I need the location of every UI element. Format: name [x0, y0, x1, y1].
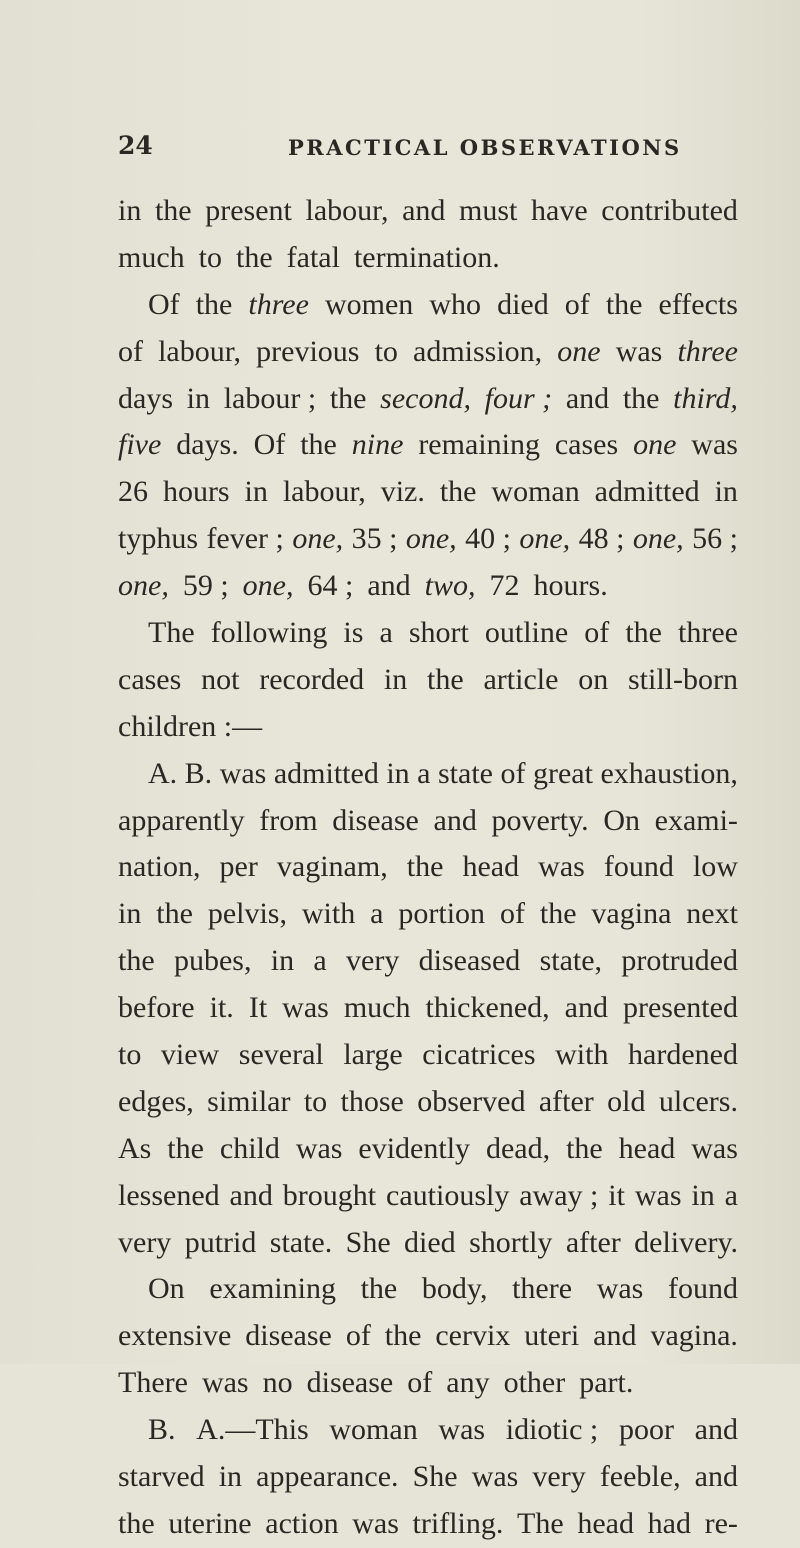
word: much	[343, 991, 411, 1025]
word: apparently	[118, 803, 245, 837]
word: head	[618, 1131, 676, 1165]
word: disease	[245, 1319, 332, 1353]
word: part.	[579, 1366, 634, 1400]
word: great	[532, 756, 593, 790]
word: present	[205, 194, 292, 227]
word: labour,	[158, 334, 242, 368]
text-line	[118, 985, 738, 1032]
word: The	[517, 1506, 564, 1540]
word: must	[459, 194, 518, 227]
word: second,	[380, 381, 471, 415]
word: diseased	[418, 944, 521, 978]
text-line	[118, 1126, 738, 1173]
word: It	[248, 991, 268, 1025]
word: several	[238, 1038, 324, 1072]
text-line	[118, 798, 738, 845]
text-line	[118, 1360, 738, 1407]
text-line	[118, 188, 738, 235]
word: not	[201, 662, 240, 696]
word: the	[625, 616, 662, 650]
word: labour,	[305, 194, 389, 227]
word: one,	[519, 522, 571, 556]
word: two,	[424, 569, 476, 603]
word: still-born	[628, 662, 738, 696]
word: extensive	[118, 1319, 232, 1353]
word: it	[608, 1178, 625, 1212]
word: of	[500, 756, 526, 790]
word: in	[186, 381, 211, 415]
word: fatal	[286, 240, 340, 274]
word: and	[564, 991, 608, 1025]
word: the	[539, 897, 577, 931]
word: viz.	[380, 475, 425, 509]
word: She	[345, 1225, 391, 1259]
word: termination.	[353, 240, 500, 274]
word: 40 ;	[465, 522, 511, 556]
text-line	[118, 657, 738, 704]
word: poor	[618, 1413, 674, 1447]
word: On	[603, 803, 640, 837]
word: was	[471, 1460, 519, 1494]
word: Of	[253, 428, 286, 462]
word: 59 ;	[182, 569, 229, 603]
word: one,	[292, 522, 344, 556]
text-line	[118, 235, 738, 282]
word: fever ;	[206, 522, 284, 556]
word: the	[622, 381, 660, 415]
word: state	[438, 756, 493, 790]
word: portion	[398, 897, 486, 931]
word: in	[386, 756, 410, 790]
word: uteri	[524, 1319, 580, 1353]
word: cautiously	[386, 1178, 510, 1212]
word: one	[557, 334, 601, 368]
word: in	[218, 1460, 243, 1494]
word: remaining	[418, 428, 540, 462]
word: vaginam,	[276, 850, 388, 884]
word: children :—	[118, 709, 263, 743]
word: 35 ;	[351, 522, 398, 556]
word: and	[593, 1319, 637, 1353]
word: state.	[269, 1225, 333, 1259]
word: the	[605, 287, 643, 321]
word: exami-	[654, 803, 738, 837]
word: women	[324, 287, 414, 321]
word: nation,	[118, 850, 201, 884]
word: in	[118, 897, 142, 931]
word: action	[265, 1506, 339, 1540]
word: the	[118, 1506, 155, 1540]
page-header	[118, 131, 738, 165]
word: view	[160, 1038, 220, 1072]
text-line	[118, 1407, 738, 1454]
word: cervix	[435, 1319, 511, 1353]
word: other	[503, 1366, 566, 1400]
word: per	[219, 850, 258, 884]
word: those	[340, 1084, 404, 1118]
word: hardened	[628, 1038, 738, 1072]
word: one	[633, 428, 677, 462]
word: the	[167, 1131, 204, 1165]
word: dead,	[485, 1131, 551, 1165]
word: of	[584, 616, 610, 650]
word: very	[118, 1225, 172, 1259]
word: head	[577, 1506, 634, 1540]
text-line	[118, 376, 738, 423]
word: and	[694, 1413, 738, 1447]
word: in	[270, 944, 295, 978]
word: 72	[489, 569, 520, 603]
word: the	[156, 897, 193, 931]
word: to	[374, 334, 398, 368]
text-line	[118, 516, 738, 563]
word: 26	[118, 475, 148, 509]
word: of	[345, 1319, 371, 1353]
word: was	[691, 1131, 738, 1165]
word: one,	[242, 569, 294, 603]
text-line	[118, 329, 738, 376]
word: to	[198, 240, 222, 274]
word: delivery.	[634, 1225, 738, 1259]
word: away ;	[519, 1178, 599, 1212]
text-line	[118, 844, 738, 891]
word: was	[219, 756, 267, 790]
word: the	[427, 662, 464, 696]
word: before	[118, 991, 195, 1025]
word: the	[566, 1131, 603, 1165]
text-line	[118, 751, 738, 798]
word: to	[303, 1084, 328, 1118]
word: pelvis,	[207, 897, 287, 931]
word: with	[555, 1038, 609, 1072]
text-line	[118, 563, 738, 610]
word: a	[370, 897, 384, 931]
word: and	[433, 803, 477, 837]
word: the	[406, 850, 444, 884]
word: was	[596, 1272, 644, 1306]
word: child	[219, 1131, 280, 1165]
word: after	[565, 1225, 621, 1259]
word: poverty.	[491, 803, 589, 837]
word: low	[692, 850, 738, 884]
text-line	[118, 1266, 738, 1313]
word: woman	[491, 475, 580, 509]
text-line	[118, 1173, 738, 1220]
text-line	[118, 422, 738, 469]
text-line	[118, 469, 738, 516]
word: vagina	[591, 897, 672, 931]
word: admitted	[594, 475, 700, 509]
word: have	[531, 194, 588, 227]
word: There	[118, 1366, 188, 1400]
word: to	[118, 1038, 142, 1072]
word: of	[118, 334, 143, 368]
word: in	[691, 1178, 715, 1212]
word: died	[404, 1225, 456, 1259]
word: evidently	[358, 1131, 471, 1165]
word: ulcers.	[658, 1084, 738, 1118]
word: brought	[282, 1178, 377, 1212]
word: disease	[332, 803, 419, 837]
text-line	[118, 1501, 738, 1548]
word: was	[634, 1178, 682, 1212]
word: and	[694, 1460, 738, 1494]
word: uterine	[168, 1506, 252, 1540]
text-line	[118, 282, 738, 329]
body-text	[118, 188, 738, 1548]
word: typhus	[118, 522, 199, 556]
word: re-	[704, 1506, 738, 1540]
text-line	[118, 891, 738, 938]
word: the	[439, 475, 477, 509]
word: was	[615, 334, 663, 368]
word: recorded	[259, 662, 365, 696]
text-line	[118, 1313, 738, 1360]
word: the	[195, 287, 233, 321]
word: and	[565, 381, 610, 415]
running-head: PRACTICAL OBSERVATIONS	[288, 135, 682, 160]
word: hours.	[533, 569, 608, 603]
word: contributed	[601, 194, 738, 227]
word: observed	[417, 1084, 526, 1118]
word: head	[462, 850, 520, 884]
word: labour,	[282, 475, 366, 509]
word: She	[412, 1460, 458, 1494]
word: third,	[673, 381, 738, 415]
word: trifling.	[412, 1506, 504, 1540]
word: effects	[658, 287, 738, 321]
word: presented	[623, 991, 738, 1025]
word: A.	[148, 756, 178, 790]
word: article	[483, 662, 559, 696]
word: vagina.	[650, 1319, 738, 1353]
word: the	[360, 1272, 398, 1306]
text-line	[118, 1454, 738, 1501]
word: body,	[421, 1272, 488, 1306]
word: one,	[405, 522, 457, 556]
word: feeble,	[599, 1460, 681, 1494]
word: three	[248, 287, 309, 321]
word: four ;	[484, 381, 553, 415]
word: disease	[306, 1366, 394, 1400]
word: much	[118, 240, 185, 274]
word: the	[154, 194, 192, 227]
text-line	[118, 1032, 738, 1079]
text-line	[118, 704, 738, 751]
text-line	[118, 1220, 738, 1267]
word: lessened	[118, 1178, 220, 1212]
text-line	[118, 1079, 738, 1126]
word: and	[402, 194, 446, 227]
word: any	[446, 1366, 490, 1400]
word: The	[148, 616, 195, 650]
word: starved	[118, 1460, 205, 1494]
word: no	[262, 1366, 293, 1400]
word: cases	[118, 662, 182, 696]
word: three	[678, 616, 738, 650]
word: was	[295, 1131, 343, 1165]
word: outline	[484, 616, 569, 650]
word: in	[118, 194, 142, 227]
word: appearance.	[256, 1460, 399, 1494]
word: is	[343, 616, 364, 650]
word: was	[352, 1506, 399, 1540]
word: next	[686, 897, 738, 931]
word: old	[607, 1084, 646, 1118]
word: 48 ;	[578, 522, 625, 556]
word: after	[538, 1084, 594, 1118]
word: the	[384, 1319, 422, 1353]
word: woman	[329, 1413, 418, 1447]
word: three	[677, 334, 738, 368]
word: B.	[184, 756, 213, 790]
word: admission,	[413, 334, 543, 368]
word: was	[438, 1413, 486, 1447]
word: it.	[209, 991, 234, 1025]
word: there	[512, 1272, 573, 1306]
word: of	[407, 1366, 433, 1400]
word: five	[118, 428, 162, 462]
word: in	[714, 475, 738, 509]
word: very	[532, 1460, 586, 1494]
page-number: 24	[118, 131, 153, 160]
word: and	[229, 1178, 273, 1212]
word: a	[379, 616, 393, 650]
word: found	[668, 1272, 738, 1306]
word: protruded	[621, 944, 738, 978]
word: days	[118, 381, 173, 415]
word: was	[538, 850, 585, 884]
word: idiotic ;	[505, 1413, 599, 1447]
word: a	[417, 756, 431, 790]
word: in	[383, 662, 408, 696]
word: large	[343, 1038, 403, 1072]
text-line	[118, 938, 738, 985]
word: Of	[148, 287, 180, 321]
word: labour ;	[223, 381, 317, 415]
word: admitted	[273, 756, 379, 790]
word: nine	[351, 428, 404, 462]
word: shortly	[469, 1225, 553, 1259]
word: edges,	[118, 1084, 194, 1118]
word: very	[346, 944, 400, 978]
word: B.	[148, 1413, 176, 1447]
word: a	[724, 1178, 738, 1212]
word: similar	[207, 1084, 291, 1118]
word: the	[118, 944, 155, 978]
word: thickened,	[425, 991, 550, 1025]
word: cicatrices	[422, 1038, 536, 1072]
word: previous	[256, 334, 360, 368]
word: in	[244, 475, 268, 509]
word: a	[313, 944, 327, 978]
word: As	[118, 1131, 152, 1165]
word: one,	[118, 569, 169, 603]
word: was	[691, 428, 738, 462]
word: the	[236, 240, 273, 274]
word: of	[499, 897, 525, 931]
word: 64 ;	[307, 569, 354, 603]
word: who	[429, 287, 482, 321]
word: hours	[162, 475, 230, 509]
word: short	[408, 616, 469, 650]
word: the	[329, 381, 367, 415]
word: was	[201, 1366, 249, 1400]
word: A.—This	[196, 1413, 309, 1447]
word: following	[210, 616, 328, 650]
word: was	[282, 991, 329, 1025]
word: state,	[539, 944, 603, 978]
word: with	[301, 897, 356, 931]
word: 56 ;	[692, 522, 738, 556]
word: died	[497, 287, 549, 321]
word: days.	[176, 428, 239, 462]
word: examining	[209, 1272, 336, 1306]
word: of	[564, 287, 590, 321]
word: from	[259, 803, 318, 837]
word: and	[367, 569, 411, 603]
word: found	[603, 850, 674, 884]
word: putrid	[184, 1225, 257, 1259]
text-line	[118, 610, 738, 657]
word: exhaustion,	[600, 756, 738, 790]
word: cases	[554, 428, 619, 462]
word: the	[300, 428, 337, 462]
word: one,	[632, 522, 684, 556]
word: on	[578, 662, 609, 696]
word: pubes,	[173, 944, 252, 978]
word: On	[148, 1272, 185, 1306]
word: had	[647, 1506, 691, 1540]
